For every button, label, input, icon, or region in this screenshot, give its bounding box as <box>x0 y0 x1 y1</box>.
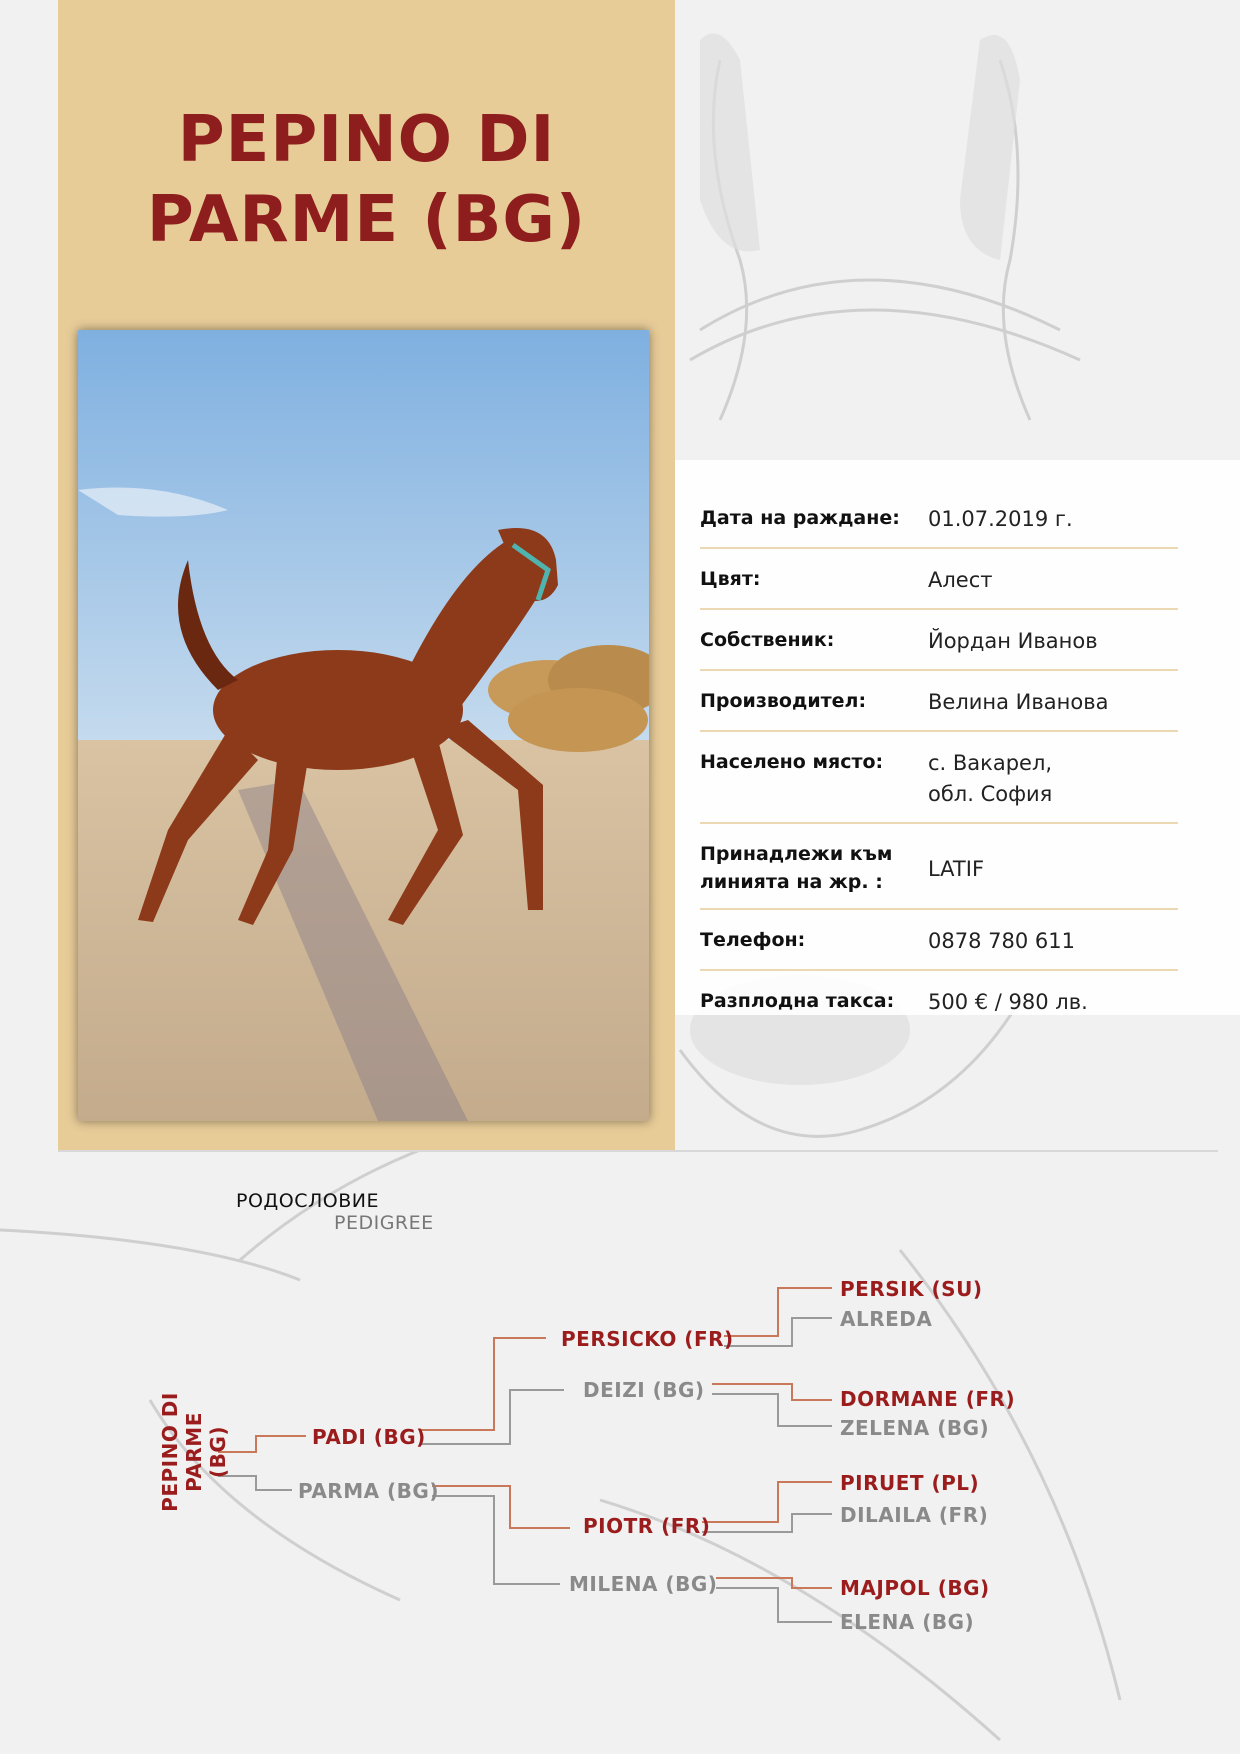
value-line: LATIF <box>928 857 985 881</box>
value-location: с. Вакарел, обл. София <box>928 751 1053 806</box>
label-owner: Собственик: <box>700 629 835 651</box>
pedigree-ggp-6: DILAILA (FR) <box>840 1503 989 1527</box>
pedigree-title: РОДОСЛОВИЕ <box>236 1190 379 1212</box>
label-line: Принадлежи към линията на жр. : <box>700 843 893 893</box>
pedigree-root <box>158 1352 230 1552</box>
value-color: Алест <box>928 568 993 592</box>
pedigree-sire-sire: PERSICKO (FR) <box>561 1327 734 1351</box>
pedigree-ggp-2: ALREDA <box>840 1307 933 1331</box>
pedigree-sire: PADI (BG) <box>312 1425 426 1449</box>
value-owner: Йордан Иванов <box>928 629 1098 653</box>
pedigree-root-line2: (BG) <box>206 1426 230 1478</box>
label-fee: Разплодна такса: <box>700 990 895 1012</box>
horse-name-line1: PEPINO DI <box>177 103 556 177</box>
label-phone: Телефон: <box>700 929 806 951</box>
value-phone[interactable]: 0878 780 611 <box>928 929 1075 953</box>
value-breeder: Велина Иванова <box>928 690 1109 714</box>
pedigree-ggp-3: DORMANE (FR) <box>840 1387 1016 1411</box>
pedigree-ggp-7: MAJPOL (BG) <box>840 1576 990 1600</box>
label-location: Населено място: <box>700 751 884 773</box>
pedigree-ggp-8: ELENA (BG) <box>840 1610 975 1634</box>
pedigree-ggp-4: ZELENA (BG) <box>840 1416 990 1440</box>
label-breeder: Производител: <box>700 690 867 712</box>
pedigree-sire-dam: DEIZI (BG) <box>583 1378 705 1402</box>
pedigree-ggp-1: PERSIK (SU) <box>840 1277 983 1301</box>
pedigree-dam-sire: PIOTR (FR) <box>583 1514 711 1538</box>
label-color: Цвят: <box>700 568 761 590</box>
pedigree-root-line1: PEPINO DI PARME <box>158 1392 206 1512</box>
pedigree-dam: PARMA (BG) <box>298 1479 439 1503</box>
value-birthdate: 01.07.2019 г. <box>928 507 1073 531</box>
value-fee: 500 € / 980 лв. <box>928 990 1088 1014</box>
pedigree-dam-dam: MILENA (BG) <box>569 1572 718 1596</box>
label-birthdate: Дата на раждане: <box>700 507 900 529</box>
pedigree-ggp-5: PIRUET (PL) <box>840 1471 980 1495</box>
pedigree-subtitle: PEDIGREE <box>334 1212 434 1234</box>
horse-name-line2: PARME (BG) <box>146 183 587 257</box>
